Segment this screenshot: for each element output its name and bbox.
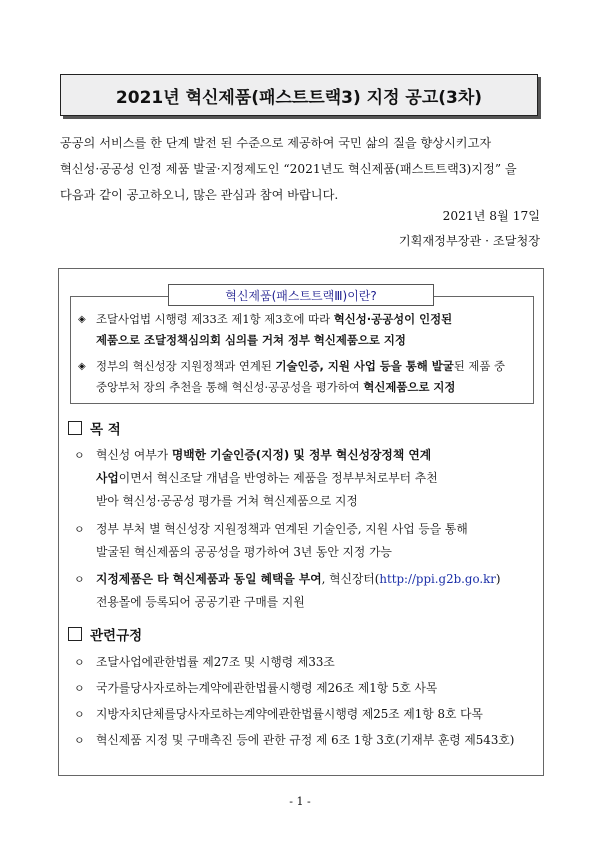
p3-bold-1: 지정제품은 타 혁신제품과 동일 혜택을 부여 bbox=[96, 572, 322, 586]
p3-text-1: , 혁신장터( bbox=[321, 572, 380, 586]
document-title: 2021년 혁신제품(패스트트랙3) 지정 공고(3차) bbox=[60, 74, 538, 116]
regulations-heading bbox=[68, 624, 142, 644]
intro-line-2: 혁신성·공공성 인정 제품 발굴·지정제도인 “2021년도 혁신제품(패스트트랙3)지정” 을 bbox=[60, 162, 517, 176]
def2-text-3: 중앙부처 장의 추천을 통해 혁신성·공공성을 평가하여 bbox=[96, 380, 364, 394]
def1-bold-2: 제품으로 조달정책심의회 심의를 거쳐 정부 혁신제품으로 지정 bbox=[96, 333, 406, 347]
regulation-text: 혁신제품 지정 및 구매촉진 등에 관한 규정 제 6조 1항 3호(기재부 훈령 제543호) bbox=[96, 733, 515, 747]
p1-bold-2: 사업 bbox=[96, 471, 119, 485]
p2-line-2: 발굴된 혁신제품의 공공성을 평가하여 3년 동안 지정 가능 bbox=[96, 545, 392, 559]
circle-bullet-icon: ㅇ bbox=[74, 708, 85, 721]
regulation-text: 지방자치단체를당사자로하는계약에관한법률시행령 제25조 제1항 8호 다목 bbox=[96, 707, 483, 721]
regulation-text: 국가를당사자로하는계약에관한법률시행령 제26조 제1항 5호 사목 bbox=[96, 681, 438, 695]
def2-text-2: 된 제품 중 bbox=[453, 359, 506, 373]
def1-text: 조달사업법 시행령 제33조 제1항 제3호에 따라 bbox=[96, 312, 334, 326]
date-block bbox=[399, 204, 540, 254]
circle-bullet-icon: ㅇ bbox=[74, 734, 85, 747]
square-bullet-icon bbox=[68, 421, 82, 435]
def2-bold-1: 기술인증, 지원 사업 등을 통해 발굴 bbox=[275, 359, 454, 373]
definition-heading: 혁신제품(패스트트랙Ⅲ)이란? bbox=[168, 284, 434, 306]
page-number: - 1 - bbox=[289, 795, 311, 808]
purpose-heading-text: 목 적 bbox=[90, 422, 121, 438]
circle-bullet-icon: ㅇ bbox=[74, 682, 85, 695]
p1-bold-1: 명백한 기술인증(지정) 및 정부 혁신성장정책 연계 bbox=[171, 448, 432, 462]
ppi-link[interactable]: http://ppi.g2b.go.kr bbox=[379, 572, 496, 586]
p1-text-3: 받아 혁신성·공공성 평가를 거쳐 혁신제품으로 지정 bbox=[96, 494, 358, 508]
regulation-text: 조달사업에관한법률 제27조 및 시행령 제33조 bbox=[96, 655, 335, 669]
p2-line-1: 정부 부처 별 혁신성장 지원정책과 연계된 기술인증, 지원 사업 등을 통해 bbox=[96, 522, 468, 536]
p1-text-2: 이면서 혁신조달 개념을 반영하는 제품을 정부부처로부터 추천 bbox=[118, 471, 438, 485]
circle-bullet-icon: ㅇ bbox=[74, 449, 85, 462]
def2-text-1: 정부의 혁신성장 지원정책과 연계된 bbox=[96, 359, 276, 373]
announcement-date: 2021년 8월 17일 bbox=[442, 209, 540, 223]
square-bullet-icon bbox=[68, 627, 82, 641]
p3-text-2: ) bbox=[495, 572, 501, 586]
circle-bullet-icon: ㅇ bbox=[74, 573, 85, 586]
def2-bold-2: 혁신제품으로 지정 bbox=[363, 380, 456, 394]
intro-line-3: 다음과 같이 공고하오니, 많은 관심과 참여 바랍니다. bbox=[60, 188, 339, 202]
circle-bullet-icon: ㅇ bbox=[74, 656, 85, 669]
intro-paragraph bbox=[60, 130, 540, 208]
regulations-heading-text: 관련규정 bbox=[90, 628, 143, 644]
purpose-heading bbox=[68, 418, 121, 438]
diamond-marker-icon: ◈ bbox=[78, 361, 86, 372]
p1-text-1: 혁신성 여부가 bbox=[96, 448, 172, 462]
diamond-marker-icon: ◈ bbox=[78, 314, 86, 325]
def1-bold-1: 혁신성·공공성이 인정된 bbox=[333, 312, 453, 326]
circle-bullet-icon: ㅇ bbox=[74, 523, 85, 536]
intro-line-1: 공공의 서비스를 한 단계 발전 된 수준으로 제공하여 국민 삶의 질을 향상시키고자 bbox=[60, 136, 492, 150]
p3-line-2: 전용몰에 등록되어 공공기관 구매를 지원 bbox=[96, 595, 305, 609]
issuer: 기획재정부장관 · 조달청장 bbox=[398, 234, 540, 248]
